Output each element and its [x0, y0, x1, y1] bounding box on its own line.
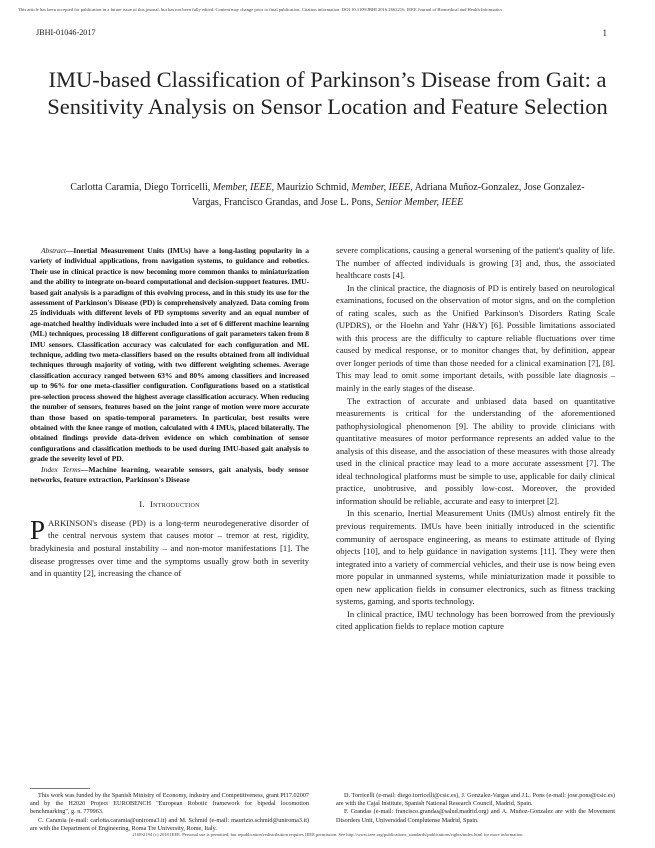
intro-text-1: ARKINSON's disease (PD) is a long-term neurodegenerative disorder of the central nervous system that causes motor – tremor at rest, rigidity, bradykinesia and postural instability – and non-motor manifestations [1]. The disease progresses over time and the symptoms usually grow both in severity and in quantity [2], increasing the chance of [30, 517, 309, 579]
intro-paragraph-3: In the clinical practice, the diagnosis of PD is entirely based on neurological examinations, focused on the observation of motor signs, and on the completion of rating scales, such as the Unified Parkinson's Disorders Rating Scale (UPDRS), or the Hoehn and Yahr (H&Y) [6]. Possible limitations associated with this process are the difficulty to capture reliable fluctuations over time caused by medical response, or to monitor changes that, by definition, appear over longer periods of time than those needed for a clinical examination [7], [8]. This may lead to omit some important details, with possible late diagnosis – mainly in the early stages of the disease. [336, 282, 615, 394]
intro-paragraph-4: The extraction of accurate and unbiased data based on quantitative measurements is critical for the understanding of the aforementioned pathophysiological phenomenon [9]. The ability to provide clinicians with quantitative measures of motor performance represents an added value to the analysis of this disease, and the association of these measures with those already used in the clinical practice may lead to a more accurate assessment [7]. The ideal technological platforms must be simple to use, applicable for daily clinical practice, unobtrusive, and possibly low-cost. Moreover, the provided information should be reliable, accurate and easy to interpret [2]. [336, 395, 615, 506]
author-4-role: Senior Member, IEEE [375, 197, 464, 208]
section-title: Introduction [149, 499, 200, 510]
section-number: I. [139, 499, 145, 510]
abstract-text: —Inertial Measurement Units (IMUs) have a long-lasting popularity in a variety of individual applications, from navigation systems, to guidance and robotics. Their use in clinical practice is now becoming more common thanks to miniaturization and the ability to integrate on-board computational and decision-support features. IMU-based gait analysis is a paradigm of this evolving process, and in this study its use for the assessment of Parkinson's Disease (PD) is comprehensively analyzed. Data coming from 25 individuals with different levels of PD symptoms severity and an equal number of age-matched healthy individuals were included into a set of 6 different machine learning (ML) techniques, processing 18 different configurations of gait parameters taken from 8 IMU sensors. Classification accuracy was calculated for each configuration and ML technique, adding two meta-classifiers based on the results obtained from all individual techniques through majority of voting, with two different weighting schemes. Average classification accuracy ranged between 63% and 80% among classifiers and increased up to 96% for one meta-classifier configuration. Configurations based on a statistical pre-selection process showed the highest average classification accuracy. When reducing the number of sensors, features based on the joint range of motion were more accurate than those based on spatio-temporal parameters. In particular, best results were obtained with the knee range of motion, calculated with 4 IMUs, placed bilaterally. The obtained findings provide data-driven evidence on which combination of sensor configurations and classification methods to be used during IMU-based gait analysis to grade the severity level of PD. [30, 246, 309, 464]
footnote-funding: This work was funded by the Spanish Ministry of Economy, industry and Competitiveness, grant PI17.02007 and by the H2020 Project EUROBENCH "European Robotic framework for bipedal locomotion benchmarking", g. n. 779963. [30, 792, 309, 816]
intro-paragraph-5: In this scenario, Inertial Measurement Units (IMUs) almost entirely fit the previous requirements. IMUs have been initially introduced in the scientific community of aerospace engineering, as means to estimate attitude of flying objects [10], and to help guidance in navigation systems [11]. They were then integrated into a variety of commercial vehicles, and their use is now being even more popular in unmanned systems, while miniaturization made it possible to open new application fields in consumer electronics, such as fitness tracking systems, gaming, and sports technology. [336, 508, 615, 607]
index-terms-label: Index Terms [41, 464, 81, 474]
author-2-role: Member, IEEE [212, 182, 272, 193]
footnote-affiliation-2: D. Torricelli (e-mail: diego.torricelli@csic.es), J. Gonzalez-Vargas and J.L. Pons (e-mail: jose.pons@csic.es) are with the Cajal Institute, Spanish National Research Council, Madrid, Spain. [336, 792, 615, 808]
journal-banner: This article has been accepted for publication in a future issue of this journal, but has not been fully edited. Content may change prior to final publication. Citation information: DOI 10.1109/JBHI.2016.2662216, IEEE Journal of Biomedical and Health Informatics [18, 7, 503, 12]
paper-title: IMU-based Classification of Parkinson’s Disease from Gait: a Sensitivity Analysis on Sensor Location and Feature Selection [47, 67, 608, 119]
intro-paragraph-6: In clinical practice, IMU technology has been borrowed from the previously cited application fields to replace motion capture [336, 608, 615, 632]
author-1: Carlotta Caramia, [70, 182, 144, 193]
footnotes-right [336, 792, 615, 825]
footnotes-left [30, 792, 309, 833]
drop-cap: P [30, 514, 46, 545]
page-number: 1 [602, 28, 607, 38]
author-3-role: Member, IEEE [351, 182, 411, 193]
right-column [336, 244, 615, 633]
footnote-affiliation-3: F. Grandas (e-mail: francisco.grandas@salud.madrid.org) and A. Muñoz-Gonzalez are with the Movement Disorders Unit, Universidad Complutense Madrid, Spain. [336, 808, 615, 824]
intro-paragraph-2: severe complications, causing a general worsening of the patient's quality of life. The number of affected individuals is growing [3] and, thus, the associated healthcare costs [4]. [336, 245, 615, 281]
manuscript-id: JBHI-01046-2017 [36, 28, 96, 37]
footnote-affiliation-1: C. Caramia (e-mail: carlotta.caramia@uniroma3.it) and M. Schmid (e-mail: maurizio.schmid@uniroma3.it) are with the Department of Engineering, Roma Tre University, Rome, Italy. [30, 816, 309, 832]
copyright-footer: 2168-2194 (c) 2018 IEEE. Personal use is permitted, but republication/redistribution requires IEEE permission. See http://www.ieee.org/publications_standards/publications/rights/index.html for more information. [132, 832, 524, 837]
abstract-label: Abstract [41, 246, 66, 255]
author-3: , Maurizio Schmid, [271, 182, 352, 193]
author-4-group: , Adriana Muñoz-Gonzalez, Jose Gonzalez-Vargas, Francisco Grandas, and Jose L. Pons, [191, 182, 585, 208]
author-list [56, 180, 599, 210]
left-column [30, 246, 309, 580]
intro-paragraph-1 [30, 514, 309, 580]
author-2: Diego Torricelli, [143, 182, 213, 193]
index-terms [30, 465, 309, 486]
section-heading [30, 498, 309, 511]
footnote-rule [30, 788, 90, 789]
index-terms-text: —Machine learning, wearable sensors, gait analysis, body sensor networks, feature extraction, Parkinson's Disease [30, 464, 309, 484]
abstract [30, 246, 309, 465]
